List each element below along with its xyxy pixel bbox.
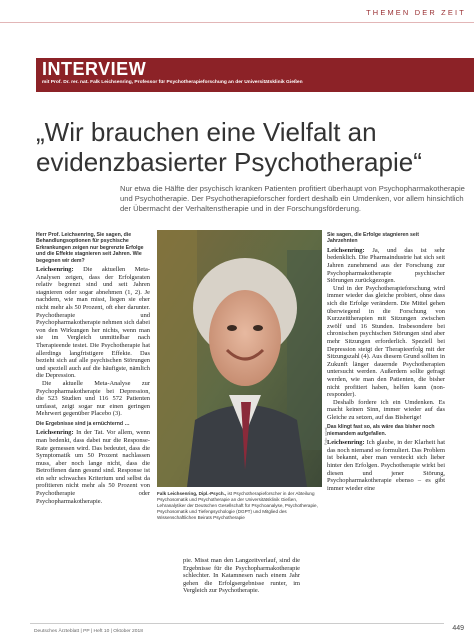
photo-caption [157, 491, 322, 521]
caption-text: ist Psychotherapieforscher in der Abteilung Psychosomatik und Psychotherapie an der Universitätsklinik Gießen, Lehranalytiker der Deutschen Gesellschaft für Psychoanalyse, Psychotherapie, Psychosomatik und Tiefenpsychologie (DGPT) und Mitglied des Wissenschaftlichen Beirats Psychotherapie [157, 491, 318, 521]
right-column [327, 232, 445, 492]
caption-name: Falk Leichsenring, Dipl.-Psych., [157, 491, 227, 496]
question-2: Die Ergebnisse sind ja ernüchternd … [36, 420, 130, 427]
answer-3-paragraph-3: Deshalb fordere ich ein Umdenken. Es macht keinen Sinn, immer wieder auf das Gleiche zu setzen, auf das Bisherige! [327, 398, 445, 421]
article-headline: „Wir brauchen eine Vielfalt an evidenzbasierter Psychotherapie“ [36, 117, 422, 177]
banner-subtitle: mit Prof. Dr. rer. nat. Falk Leichsenring, Professor für Psychotherapieforschung an der Universitätsklinik Gießen [42, 80, 303, 85]
middle-column [183, 557, 300, 595]
banner-title: INTERVIEW [42, 59, 147, 79]
photo-credit: Foto: privat [324, 427, 328, 445]
answer-2-text: In der Tat. Vor allem, wenn man bedenkt, dass dabei nur die Response-Rate gemessen wird. Das bedeutet, dass die Symptomatik um 50 Prozent nachlassen muss, aber noch lange nicht, dass die Betroffenen dann gesund sind. Response ist ein sehr schwaches Kriterium und selbst da profitieren nicht mehr als 50 Prozent von Psychotherapie oder Psychopharmakotherapie. [36, 429, 150, 505]
answer-1-paragraph-2: Die aktuelle Meta-Analyse zur Psychopharmakotherapie bei Depression, die 523 Studien und 116 572 Patienten umfasst, zeigt sogar nur einen geringen Mehrwert gegenüber Placebo (3). [36, 379, 150, 418]
answer-4-text: Ich glaube, in der Klarheit hat das noch niemand so formuliert. Das Problem ist bekannt, aber man versteckt sich lieber hinter den Erfolgen. Psychotherapie wirkt bei diesen und jener Störung, Psychopharmakotherapie ebenso – es gibt immer wieder eine [327, 439, 445, 492]
speaker-label: Leichsenring: [327, 246, 365, 254]
answer-3 [327, 247, 445, 285]
section-label: THEMEN DER ZEIT [366, 8, 466, 17]
question-3: Sie sagen, die Erfolge stagnieren seit Jahrzehnten [327, 232, 419, 245]
answer-3-paragraph-2: Und in der Psychotherapieforschung wird immer wieder das gleiche probiert, ohne dass sich die Erfolge verändern. Die Mittel gehen überwiegend in die Forschung von Kurzzeittherapien mit Sitzungen zwischen zwölf und 16 Stunden. Insbesondere bei chronischen psychischen Störungen sind aber mehr Sitzungen erforderlich. Speziell bei Depression steigt der Therapieerfolg mit der Sitzungszahl (4). Aus diesem Grund sollten in Zukunft länger dauernde Psychotherapien untersucht werden. Außerdem sollte gefragt werden, wie man den Patienten, die bisher nicht profitiert haben, helfen kann (non-responder). [327, 284, 445, 399]
answer-3-text: Ja, und das ist sehr bedenklich. Die Pharmaindustrie hat sich seit Jahren zunehmend aus der Forschung zur Psychopharmakotherapie psychischer Störungen zurückgezogen. [327, 246, 445, 285]
question-4: Das klingt fast so, als wäre das bisher noch niemandem aufgefallen. [327, 424, 435, 437]
speaker-label: Leichsenring: [36, 266, 74, 274]
portrait-illustration [157, 230, 322, 487]
left-column [36, 232, 150, 505]
question-1: Herr Prof. Leichsenring, Sie sagen, die Behandlungsoptionen für psychische Erkrankungen zeigen nur begrenzte Erfolge und die Effekte stagnieren seit Jahren. Wie begegnen wir dem? [36, 232, 144, 264]
footer-citation: Deutsches Ärzteblatt | PP | Heft 10 | Oktober 2018 [34, 629, 143, 634]
header-rule [0, 22, 474, 23]
speaker-label: Leichsenring: [36, 429, 74, 437]
answer-4 [327, 439, 445, 492]
portrait-photo [157, 230, 322, 487]
page-number: 449 [452, 625, 464, 632]
answer-1-text: Die aktuellen Meta-Analysen zeigen, dass der Erfolgsraten relativ begrenzt sind und seit Jahren stagnieren oder sogar abnehmen (1, 2). Je nachdem, wie man misst, liegen sie eher nicht mehr als 50 Prozent, oft eher darunter. Psychotherapie und Psychopharmakotherapie nehmen sich dabei von den Wirkungen her nichts, wenn man sie im Vergleich unmittelbar nach Therapieende testet. Die Psychotherapie hat allerdings langfristigere Effekte. Das bezieht sich auf alle psychischen Störungen und speziell auch auf die häufigste, nämlich die Depression. [36, 266, 150, 380]
article-lead: Nur etwa die Hälfte der psychisch kranken Patienten profitiert überhaupt von Psychopharmakotherapie und Psychotherapie. Der Psychotherapieforscher fordert deshalb ein Umdenken, vor allem hinsichtlich der Übermacht der Verhaltenstherapie und in der Forschungsförderung. [120, 184, 465, 214]
footer-rule [30, 623, 444, 624]
answer-1 [36, 266, 150, 380]
speaker-label: Leichsenring: [327, 439, 365, 447]
answer-2 [36, 429, 150, 505]
middle-column-text: pie. Misst man den Langzeitverlauf, sind die Ergebnisse für die Psychopharmakotherapie schlechter. In Katamnesen nach einem Jahr gehen die Erfolgsergebnisse runter, im Vergleich zur Psychotherapie. [183, 557, 300, 595]
